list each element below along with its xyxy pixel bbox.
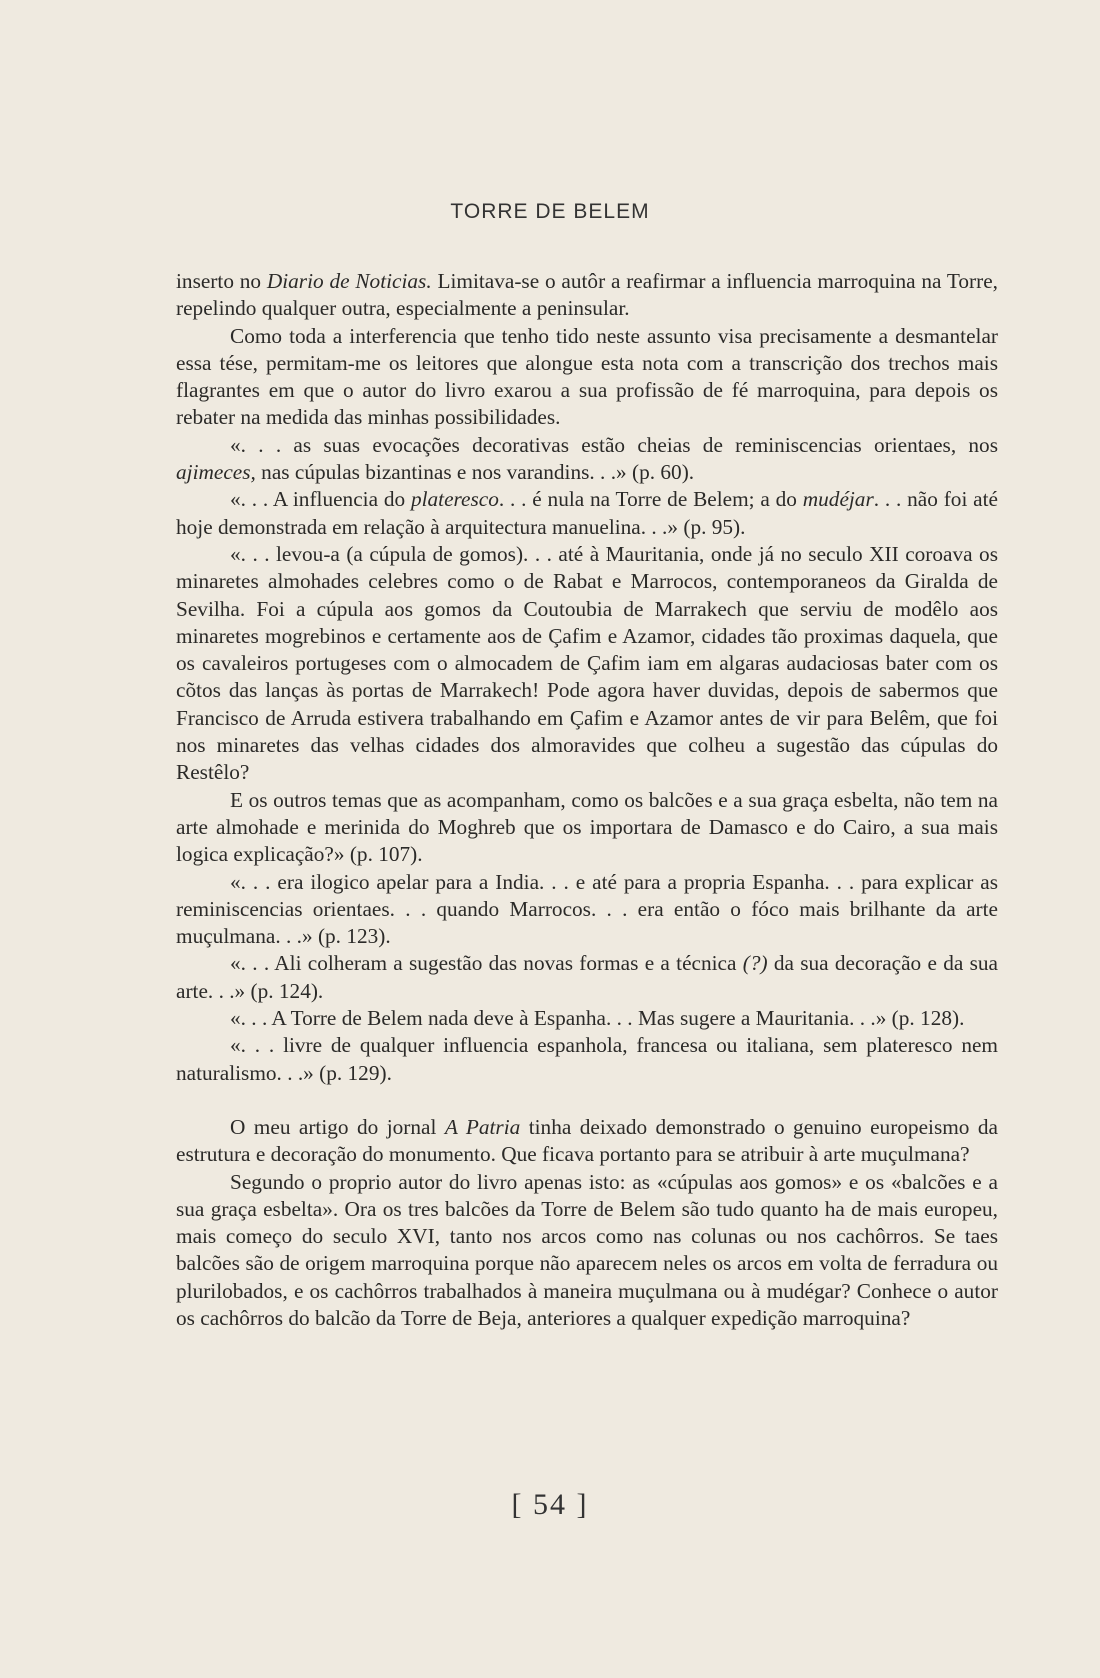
text-run: «. . . levou-a (a cúpula de gomos). . . até à Mauritania, onde já no seculo XII coroava os minaretes almohades celebres como o de Rabat e Marrocos, contemporaneos da Giralda de Sevilha. Foi a cúpula aos gomos da Coutoubia de Marrakech que serviu de modêlo aos minaretes mogrebinos e certamente aos de Çafim e Azamor, cidades tão proximas daquela, que os cavaleiros portugeses com o almocadem de Çafim iam em algaras audaciosas bater com os cõtos das lanças às portas de Marrakech! Pode agora haver duvidas, depois de sabermos que Francisco de Arruda estivera trabalhando em Çafim e Azamor antes de vir para Belêm, que foi nos minaretes das velhas cidades dos almoravides que colheu a sugestão das cúpulas do Restêlo?: [176, 541, 998, 785]
text-run: . . . não foi até hoje demonstrada em relação à arquitectura manuelina. . .» (p. 95).: [176, 487, 998, 539]
text-run: «. . . era ilogico apelar para a India. . . e até para a propria Espanha. . . para explicar as reminiscencias orientaes. . . quando Marrocos. . . era então o fóco mais brilhante da arte muçulmana. . .» (p. 123).: [176, 869, 998, 949]
italic-run: (?): [742, 951, 768, 976]
italic-run: mudéjar: [802, 487, 874, 512]
running-title: TORRE DE BELEM: [450, 200, 650, 223]
italic-run: Diario de Noticias.: [266, 269, 432, 293]
text-run: «. . . A influencia do: [230, 487, 411, 512]
page-number: [ 54 ]: [511, 1488, 589, 1521]
paragraph-patria: [176, 1114, 998, 1169]
text-run: «. . . A Torre de Belem nada deve à Espanha. . . Mas sugere a Mauritania. . .» (p. 128).: [230, 1006, 965, 1031]
paragraph-1: [176, 268, 998, 323]
text-run: «. . . livre de qualquer influencia espanhola, francesa ou italiana, sem plateresco nem naturalismo. . .» (p. 129).: [176, 1033, 998, 1085]
text-run: E os outros temas que as acompanham, como os balcões e a sua graça esbelta, não tem na arte almohade e merinida do Moghreb que os importara de Damasco e do Cairo, a sua mais logica explicação?» (p. 107).: [176, 787, 998, 867]
text-run: «. . . as suas evocações decorativas estão cheias de reminiscencias orientaes, nos: [230, 432, 998, 457]
quote-p60: [176, 432, 998, 487]
text-run: Limitava-se o autôr a reafirmar a influencia marroquina na Torre, repelindo qualquer outra, especialmente a peninsular.: [176, 269, 998, 321]
quote-p129: [176, 1032, 998, 1087]
body-text: [176, 268, 998, 1332]
paragraph-2: [176, 323, 998, 432]
italic-run: ajimeces,: [176, 460, 256, 485]
text-run: inserto no: [176, 269, 267, 293]
paragraph-balcoes: [176, 1169, 998, 1333]
text-run: . . . é nula na Torre de Belem; a do: [498, 487, 803, 512]
italic-run: A Patria: [444, 1114, 521, 1139]
text-run: O meu artigo do jornal: [230, 1114, 445, 1139]
quote-p107: [176, 787, 998, 869]
quote-p123: [176, 869, 998, 951]
text-run: Segundo o proprio autor do livro apenas isto: as «cúpulas aos gomos» e os «balcões e a sua graça esbelta». Ora os tres balcões da Torre de Belem são tudo quanto ha de mais europeu, mais começo do seculo XVI, tanto nos arcos como nas colunas ou nos cachôrros. Se taes balcões são de origem marroquina porque não aparecem neles os arcos em volta de ferradura ou plurilobados, e os cachôrros trabalhados à maneira muçulmana ou à mudégar? Conhece o autor os cachôrros do balcão da Torre de Beja, anteriores a qualquer expedição marroquina?: [176, 1169, 998, 1330]
quote-p124: [176, 950, 998, 1005]
italic-run: plateresco: [410, 487, 499, 512]
text-run: Como toda a interferencia que tenho tido neste assunto visa precisamente a desmantelar essa tése, permitam-me os leitores que alongue esta nota com a transcrição dos trechos mais flagrantes em que o autor do livro exarou a sua profissão de fé marroquina, para depois os rebater na medida das minhas possibilidades.: [176, 323, 998, 430]
quote-cupula: [176, 541, 998, 787]
text-run: «. . . Ali colheram a sugestão das novas formas e a técnica: [230, 951, 743, 976]
text-run: nas cúpulas bizantinas e nos varandins. . .» (p. 60).: [255, 460, 695, 485]
quote-p95: [176, 486, 998, 541]
text-run: tinha deixado demonstrado o genuino europeismo da estrutura e decoração do monumento. Que ficava portanto para se atribuir à arte muçulmana?: [176, 1114, 998, 1167]
quote-p128: [176, 1005, 998, 1032]
text-run: da sua decoração e da sua arte. . .» (p. 124).: [176, 951, 998, 1003]
